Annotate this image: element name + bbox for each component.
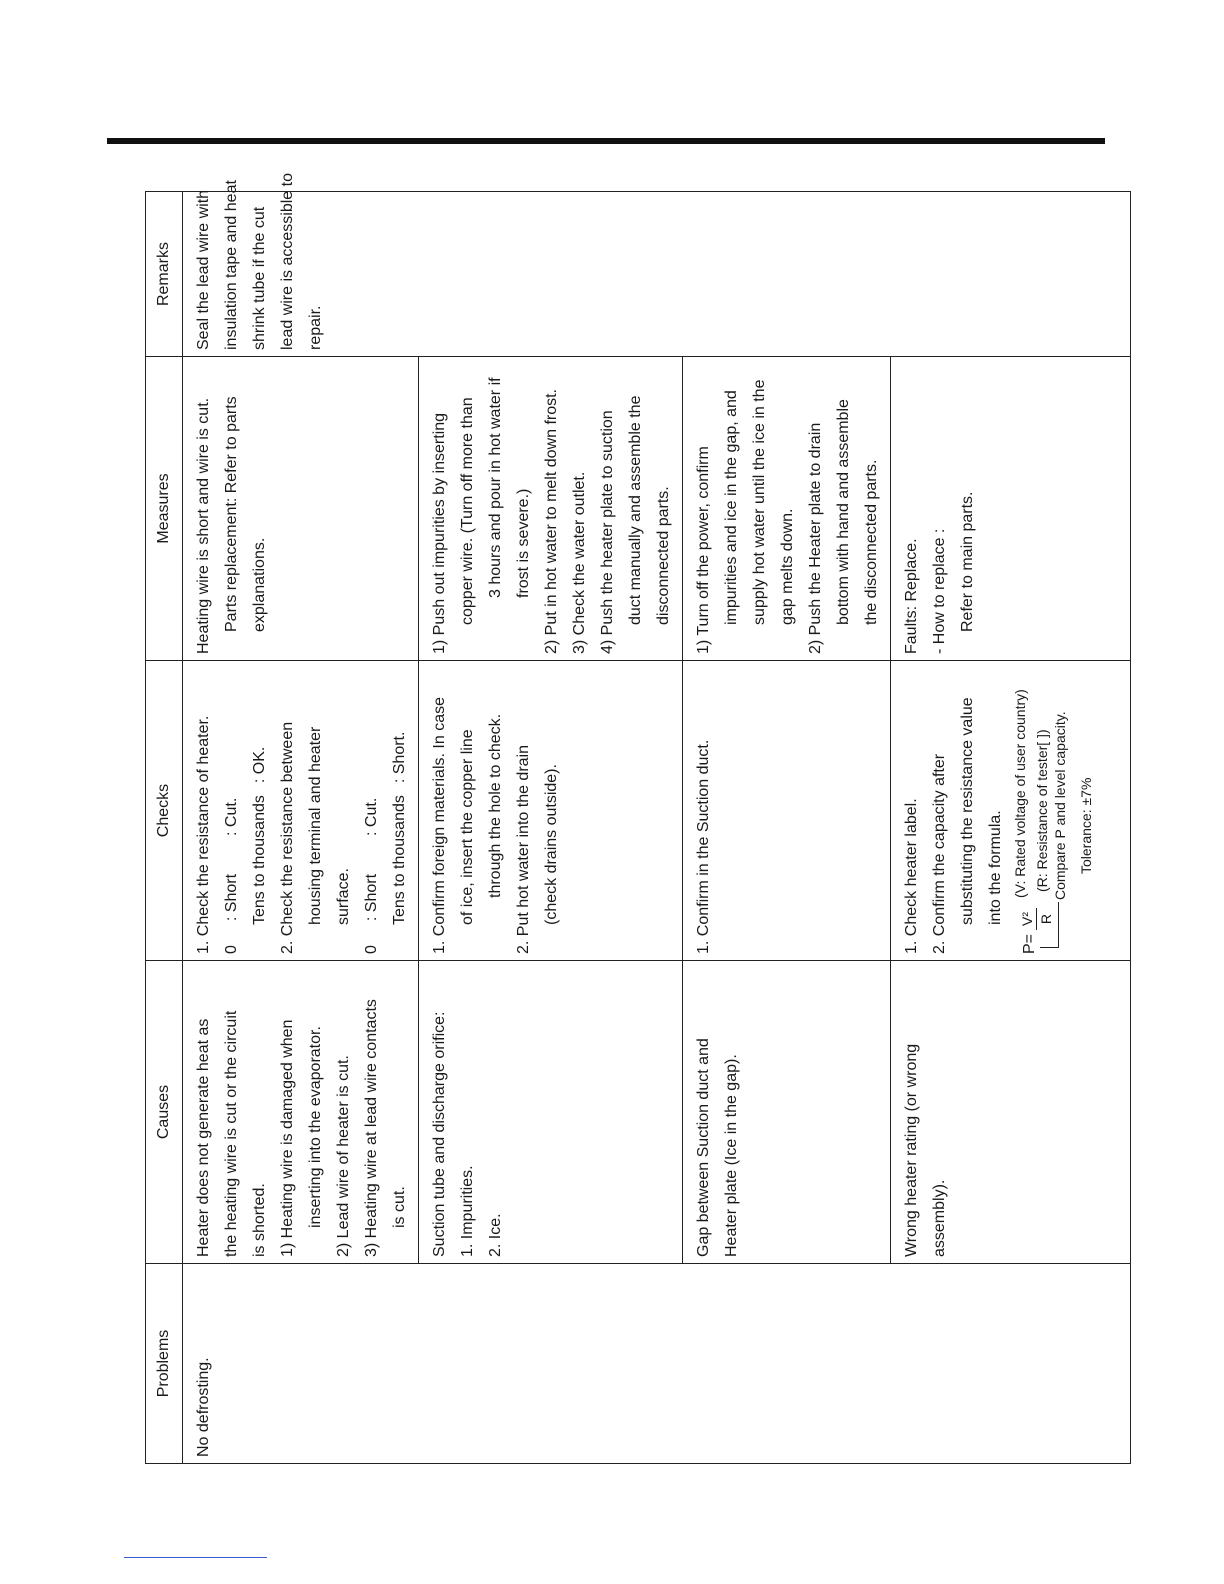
measure-line: gap melts down.	[779, 508, 796, 625]
cause-line: Heater does not generate heat as	[195, 1018, 212, 1257]
check-line: 1. Confirm in the Suction duct.	[695, 739, 712, 954]
check-line: 2. Put hot water into the drain	[515, 744, 532, 954]
measure-line: 2) Push the Heater plate to drain	[807, 422, 824, 654]
check-line: substituting the resistance value	[959, 697, 976, 925]
header-rule	[107, 138, 1105, 144]
problem-cell	[183, 1264, 1131, 1464]
formula-tolerance: Tolerance: ±7%	[1078, 777, 1094, 874]
measure-line: 1) Push out impurities by inserting	[431, 413, 448, 654]
measures-cell	[183, 357, 419, 661]
causes-cell	[683, 961, 891, 1264]
remark-line: lead wire is accessible to	[279, 173, 296, 350]
check-line: through the hole to check.	[487, 713, 504, 898]
header-checks: Checks	[146, 661, 183, 961]
formula-r-note: (R: Resistance of tester[ ])	[1034, 729, 1050, 892]
formula-compare: Compare P and level capacity.	[1052, 711, 1068, 900]
footer-link-underline	[124, 1557, 267, 1558]
check-line: Tens to thousands: Short.	[391, 731, 408, 925]
table-header-row	[146, 192, 183, 1464]
check-line: (check drains outside).	[543, 764, 560, 925]
measures-cell	[891, 192, 1131, 661]
checks-cell	[419, 661, 683, 961]
checks-cell	[891, 661, 1131, 961]
remark-line: insulation tape and heat	[223, 180, 240, 350]
check-line: housing terminal and heater	[307, 726, 324, 925]
check-line: 2. Confirm the capacity after	[931, 753, 948, 954]
formula-denominator: R	[1036, 908, 1055, 930]
causes-cell	[183, 961, 419, 1264]
measures-cell	[419, 192, 683, 661]
measure-line: disconnected parts.	[655, 486, 672, 625]
check-line: 2. Check the resistance between	[279, 721, 296, 954]
header-problems: Problems	[146, 1264, 183, 1464]
cause-line: inserting into the evaporator.	[307, 1026, 324, 1228]
cause-line: Gap between Suction duct and	[695, 1038, 712, 1257]
measure-line: supply hot water until the ice in the	[751, 379, 768, 625]
check-line: 0: Short: Cut.	[363, 797, 380, 954]
causes-cell	[419, 961, 683, 1264]
check-line: of ice, insert the copper line	[459, 729, 476, 925]
cause-line: Suction tube and discharge orifice:	[431, 1011, 448, 1257]
checks-cell	[183, 661, 419, 961]
remark-line: shrink tube if the cut	[251, 206, 268, 350]
measure-line: frost is severe.)	[515, 488, 532, 598]
troubleshooting-table	[145, 173, 1131, 1464]
measure-line: 2) Put in hot water to melt down frost.	[543, 388, 560, 654]
remark-line: repair.	[307, 305, 324, 350]
formula-p: P=	[1021, 933, 1038, 954]
check-line: surface.	[335, 868, 352, 925]
causes-cell	[891, 961, 1131, 1264]
formula-v-note: (V: Rated voltage of user country)	[1012, 689, 1028, 898]
cause-line: 1) Heating wire is damaged when	[279, 1019, 296, 1257]
header-measures: Measures	[146, 357, 183, 661]
check-line: 1. Confirm foreign materials. In case	[431, 697, 448, 954]
cause-line: is cut.	[391, 1186, 408, 1228]
measure-line: Heating wire is short and wire is cut.	[195, 397, 212, 654]
measure-line: explanations.	[251, 537, 268, 632]
table-row	[183, 192, 419, 1464]
power-formula	[1014, 665, 1126, 954]
measure-line: copper wire. (Turn off more than	[459, 397, 476, 625]
cause-line: Heater plate (Ice in the gap).	[723, 1054, 740, 1257]
cause-line: is shorted.	[251, 1183, 268, 1257]
measure-line: duct manually and assemble the	[627, 395, 644, 625]
checks-cell	[683, 661, 891, 961]
formula-bracket	[1040, 921, 1059, 948]
check-line: 1. Check the resistance of heater.	[195, 715, 212, 954]
formula-numerator: V²	[1019, 912, 1035, 926]
header-causes: Causes	[146, 961, 183, 1264]
troubleshooting-table-rotated	[145, 173, 1098, 1464]
measure-line: 4) Push the heater plate to suction	[599, 410, 616, 654]
cause-line: Wrong heater rating (or wrong	[903, 1043, 920, 1257]
header-remarks: Remarks	[146, 192, 183, 357]
measure-line: bottom with hand and assemble	[835, 399, 852, 625]
measures-cell	[683, 192, 891, 661]
check-line: 1. Check heater label.	[903, 798, 920, 954]
cause-line: assembly).	[931, 1179, 948, 1257]
cause-line: the heating wire is cut or the circuit	[223, 1010, 240, 1257]
measure-line: 3) Check the water outlet.	[571, 471, 588, 654]
cause-line: 3) Heating wire at lead wire contacts	[363, 999, 380, 1257]
problem-text: No defrosting.	[195, 1357, 212, 1457]
measure-line: impurities and ice in the gap, and	[723, 390, 740, 625]
check-line: Tens to thousands: OK.	[251, 746, 268, 925]
measure-line: 1) Turn off the power, confirm	[695, 446, 712, 654]
measure-line: - How to replace :	[931, 528, 948, 654]
measure-line: Parts replacement: Refer to parts	[223, 396, 240, 632]
check-line: into the formula.	[987, 810, 1004, 925]
measure-line: the disconnected parts.	[863, 459, 880, 625]
remark-line: Seal the lead wire with	[195, 189, 212, 350]
check-line: 0: Short: Cut.	[223, 797, 240, 954]
formula-bracket-line	[1058, 902, 1059, 922]
measure-line: Faults: Replace.	[903, 538, 920, 654]
measure-line: Refer to main parts.	[959, 491, 976, 632]
cause-line: 2) Lead wire of heater is cut.	[335, 1055, 352, 1257]
cause-line: 1. Impurities.	[459, 1165, 476, 1257]
measure-line: 3 hours and pour in hot water if	[487, 377, 504, 598]
cause-line: 2. Ice.	[487, 1213, 504, 1257]
